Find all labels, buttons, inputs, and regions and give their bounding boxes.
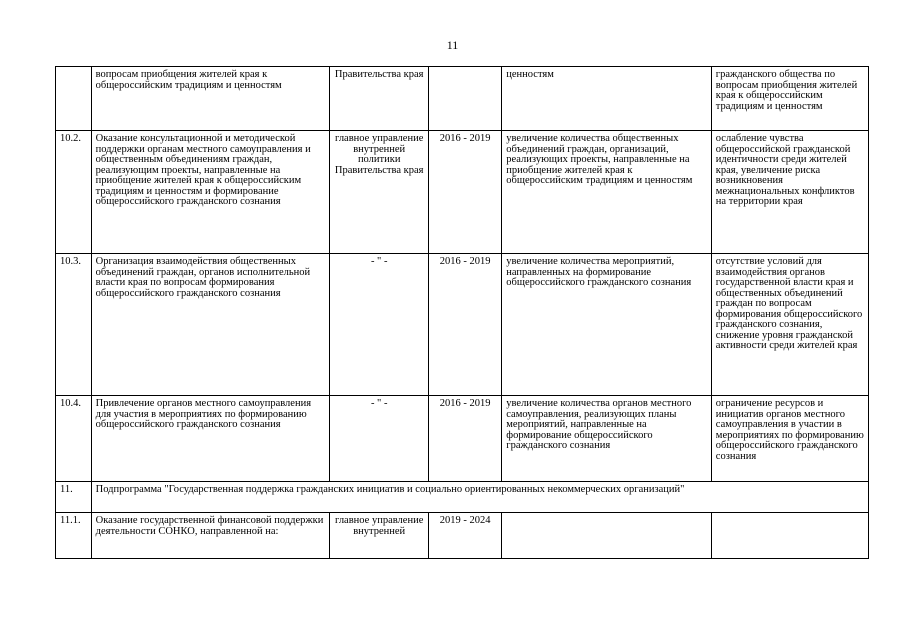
- page-number: 11: [446, 38, 459, 52]
- expected-result: ценностям: [502, 67, 712, 131]
- risk-consequence: ограничение ресурсов и инициатив органов местного самоуправления в участии в мероприятиях по формированию общероссийского гражданского сознания: [711, 396, 868, 482]
- expected-result: [502, 513, 712, 559]
- table-row: [56, 67, 869, 131]
- risk-consequence: гражданского общества по вопросам приобщения жителей края к общероссийским традициям и ценностям: [711, 67, 868, 131]
- expected-result: увеличение количества мероприятий, направленных на формирование общероссийского гражданского сознания: [502, 254, 712, 396]
- implementation-years: 2016 - 2019: [428, 254, 501, 396]
- table-row: [56, 131, 869, 254]
- risk-consequence: отсутствие условий для взаимодействия органов государственной власти края и общественных объединений граждан по вопросам формирования общероссийского гражданского сознания, снижение уровня гражданской активности среди жителей края: [711, 254, 868, 396]
- executor: Правительства края: [330, 67, 428, 131]
- row-number: 10.3.: [56, 254, 92, 396]
- expected-result: увеличение количества общественных объединений граждан, организаций, реализующих проекты, направленные на приобщение жителей края к общероссийским традициям и ценностям: [502, 131, 712, 254]
- measure-name: Оказание консультационной и методической поддержки органам местного самоуправления и общественным объединениям граждан, реализующим проекты, направленные на приобщение жителей края к общероссийским традициям и ценностям и формирование общероссийского гражданского сознания: [91, 131, 330, 254]
- measures-table: [55, 66, 869, 559]
- implementation-years: [428, 67, 501, 131]
- executor: - " -: [330, 254, 428, 396]
- measure-name: Привлечение органов местного самоуправления для участия в мероприятиях по формированию общероссийского гражданского сознания: [91, 396, 330, 482]
- table-row: [56, 254, 869, 396]
- implementation-years: 2016 - 2019: [428, 396, 501, 482]
- subprogram-title: Подпрограмма "Государственная поддержка гражданских инициатив и социально ориентированных некоммерческих организаций": [91, 482, 868, 513]
- table-row: [56, 396, 869, 482]
- row-number: [56, 67, 92, 131]
- risk-consequence: [711, 513, 868, 559]
- risk-consequence: ослабление чувства общероссийской гражданской идентичности среди жителей края, увеличение риска возникновения межнациональных конфликтов на территории края: [711, 131, 868, 254]
- measure-name: Организация взаимодействия общественных объединений граждан, органов исполнительной власти края по вопросам формирования общероссийского гражданского сознания: [91, 254, 330, 396]
- measure-name: вопросам приобщения жителей края к общероссийским традициям и ценностям: [91, 67, 330, 131]
- implementation-years: 2016 - 2019: [428, 131, 501, 254]
- executor: главное управление внутренней: [330, 513, 428, 559]
- row-number: 10.4.: [56, 396, 92, 482]
- row-number: 10.2.: [56, 131, 92, 254]
- expected-result: увеличение количества органов местного самоуправления, реализующих планы мероприятий, направленные на формирование общероссийского гражданского сознания: [502, 396, 712, 482]
- subprogram-row: [56, 482, 869, 513]
- table-row: [56, 513, 869, 559]
- executor: - " -: [330, 396, 428, 482]
- row-number: 11.1.: [56, 513, 92, 559]
- subprogram-number: 11.: [56, 482, 92, 513]
- implementation-years: 2019 - 2024: [428, 513, 501, 559]
- measure-name: Оказание государственной финансовой поддержки деятельности СОНКО, направленной на:: [91, 513, 330, 559]
- executor: главное управление внутренней политики Правительства края: [330, 131, 428, 254]
